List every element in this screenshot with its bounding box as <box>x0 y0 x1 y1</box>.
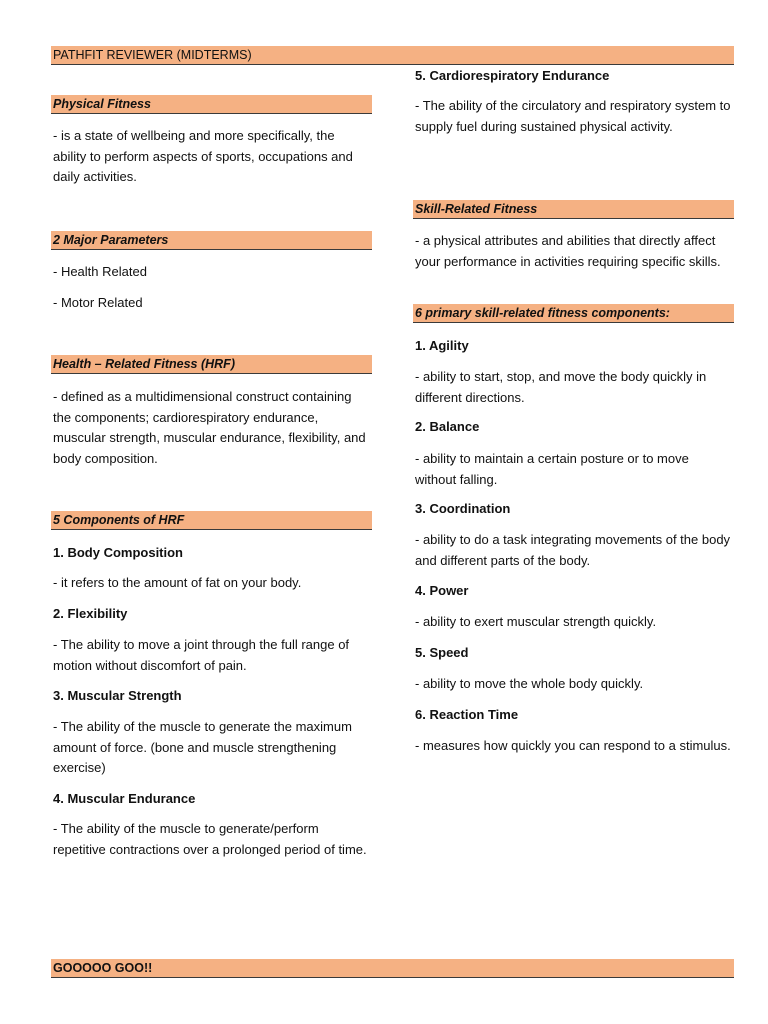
skill-text: - ability to move the whole body quickly. <box>415 676 644 691</box>
physical-fitness-heading: Physical Fitness <box>51 95 372 114</box>
component-text: - The ability to move a joint through the full range of motion without discomfort of pain. <box>53 637 350 673</box>
major-parameter-item: - Motor Related <box>53 295 143 310</box>
skill-text: - measures how quickly you can respond to a stimulus. <box>415 738 731 753</box>
component-title: 4. Muscular Endurance <box>53 791 196 806</box>
skill-text: - ability to start, stop, and move the body quickly in different directions. <box>415 369 707 405</box>
cardio-text: - The ability of the circulatory and respiratory system to supply fuel during sustained physical activity. <box>415 98 731 134</box>
component-title: 3. Muscular Strength <box>53 688 182 703</box>
component-title: 2. Flexibility <box>53 606 128 621</box>
skill-title: 6. Reaction Time <box>415 707 519 722</box>
skill-title: 5. Speed <box>415 645 469 660</box>
major-parameters-heading: 2 Major Parameters <box>51 231 372 250</box>
skill-text: - ability to maintain a certain posture or to move without falling. <box>415 451 689 487</box>
skill-text: - ability to exert muscular strength quickly. <box>415 614 657 629</box>
skill-text: - ability to do a task integrating movements of the body and different parts of the body. <box>415 532 731 568</box>
hrf-heading: Health – Related Fitness (HRF) <box>51 355 372 374</box>
skill-related-text: - a physical attributes and abilities that directly affect your performance in activities requiring specific skills. <box>415 233 721 269</box>
skill-title: 3. Coordination <box>415 501 511 516</box>
component-text: - it refers to the amount of fat on your body. <box>53 575 302 590</box>
major-parameter-item: - Health Related <box>53 264 147 279</box>
skill-title: 1. Agility <box>415 338 469 353</box>
skill-related-heading: Skill-Related Fitness <box>413 200 734 219</box>
hrf-text: - defined as a multidimensional construct containing the components; cardiorespiratory endurance, muscular strength, muscular endurance, flexibility, and body composition. <box>53 389 366 466</box>
cardio-title: 5. Cardiorespiratory Endurance <box>415 68 610 83</box>
skill-components-heading: 6 primary skill-related fitness components: <box>413 304 734 323</box>
skill-title: 4. Power <box>415 583 469 598</box>
components-hrf-heading: 5 Components of HRF <box>51 511 372 530</box>
component-title: 1. Body Composition <box>53 545 183 560</box>
component-text: - The ability of the muscle to generate the maximum amount of force. (bone and muscle strengthening exercise) <box>53 719 352 775</box>
component-text: - The ability of the muscle to generate/perform repetitive contractions over a prolonged period of time. <box>53 821 367 857</box>
physical-fitness-text: - is a state of wellbeing and more specifically, the ability to perform aspects of sports, occupations and daily activities. <box>53 128 353 184</box>
skill-title: 2. Balance <box>415 419 480 434</box>
footer-banner: GOOOOO GOO!! <box>51 959 734 978</box>
page-header: PATHFIT REVIEWER (MIDTERMS) <box>51 46 734 65</box>
